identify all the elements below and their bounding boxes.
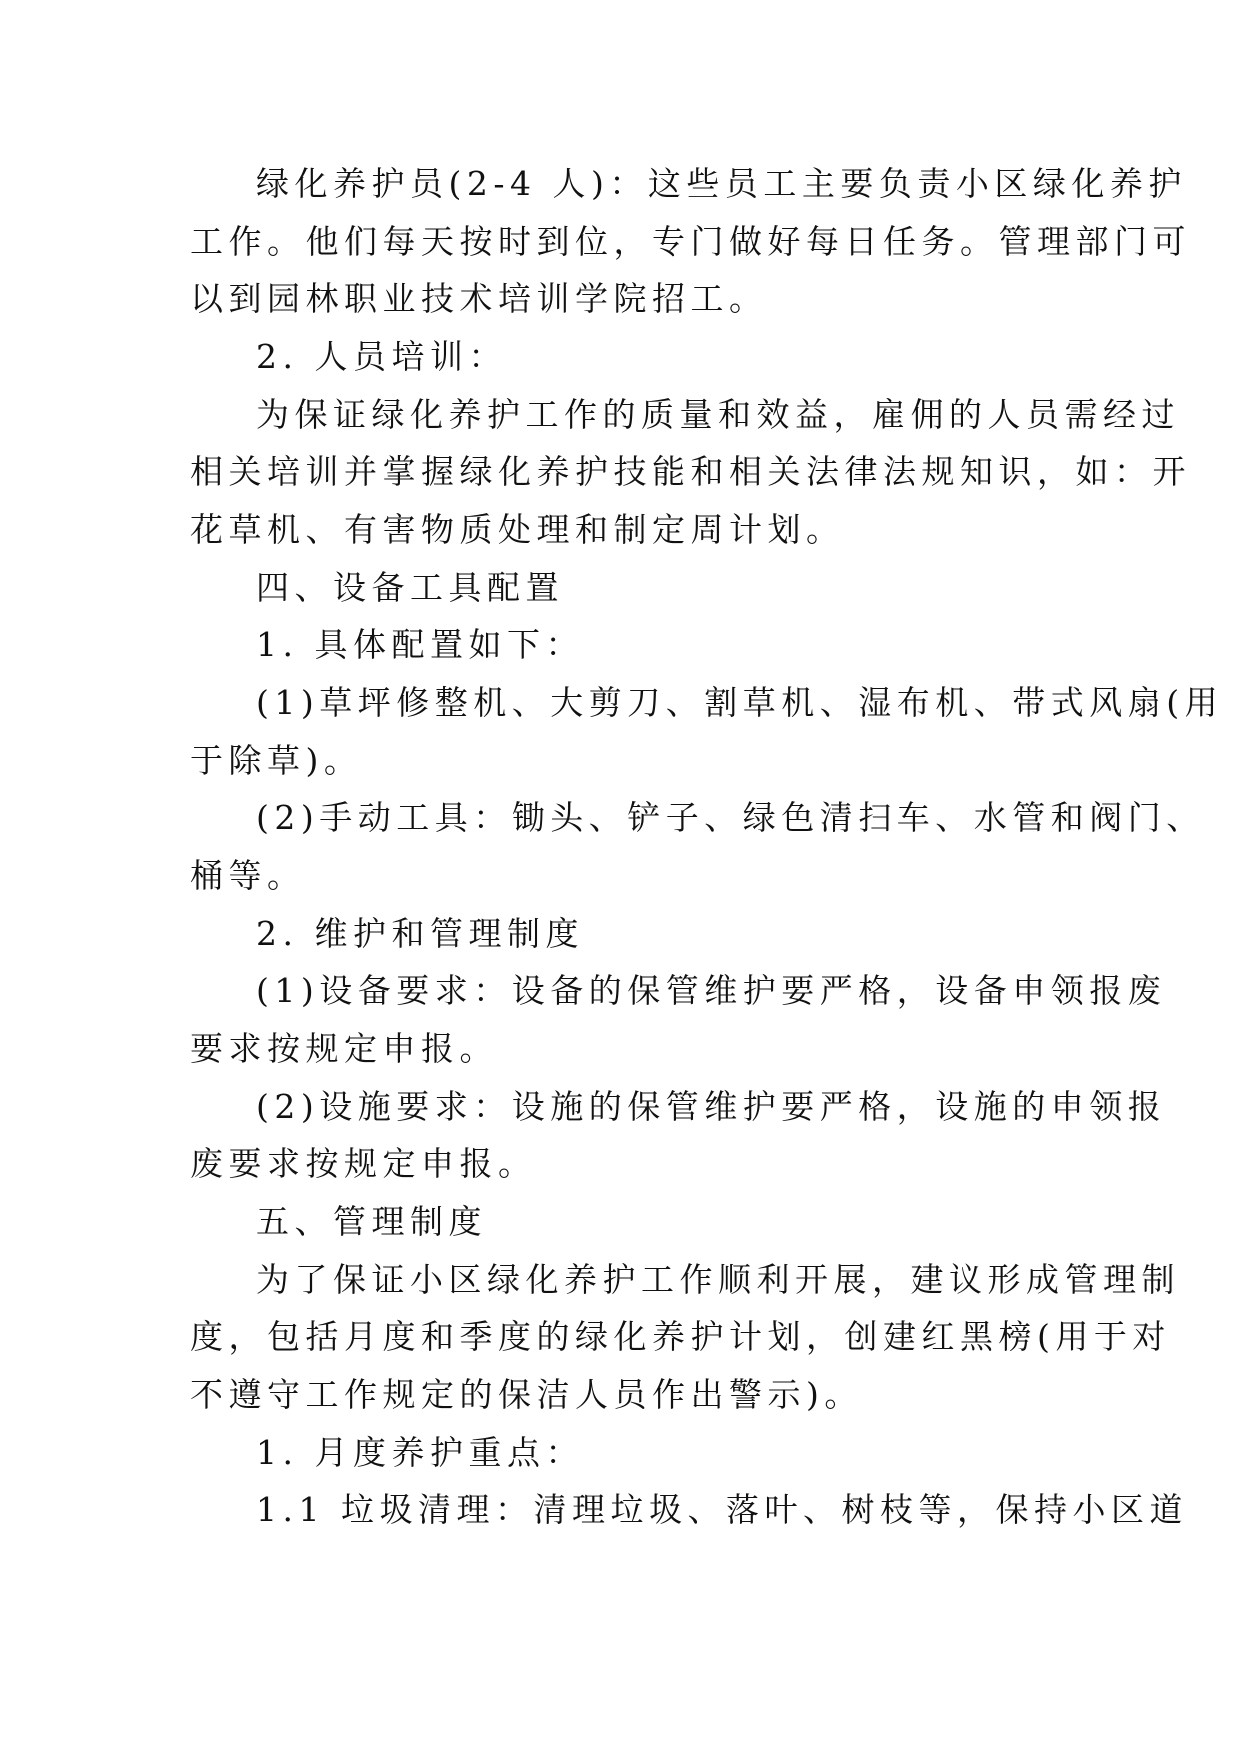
text-line: 以到园林职业技术培训学院招工。	[190, 279, 768, 318]
text-line: 为保证绿化养护工作的质量和效益，雇佣的人员需经过	[256, 395, 1180, 434]
text-line: 于除草)。	[190, 741, 363, 780]
text-line: 花草机、有害物质处理和制定周计划。	[190, 510, 845, 549]
text-line: 废要求按规定申报。	[190, 1144, 537, 1183]
section-heading: 1. 月度养护重点：	[256, 1433, 584, 1472]
text-line: 度，包括月度和季度的绿化养护计划，创建红黑榜(用于对	[190, 1317, 1171, 1356]
text-line: 相关培训并掌握绿化养护技能和相关法律法规知识，如：开	[190, 452, 1191, 491]
text-line: 为了保证小区绿化养护工作顺利开展，建议形成管理制	[256, 1260, 1180, 1299]
text-line: (1)草坪修整机、大剪刀、割草机、湿布机、带式风扇(用	[256, 683, 1224, 722]
text-line: 绿化养护员(2-4 人)：这些员工主要负责小区绿化养护	[256, 164, 1187, 203]
text-line: 桶等。	[190, 856, 306, 895]
text-line: 工作。他们每天按时到位，专门做好每日任务。管理部门可	[190, 222, 1191, 261]
text-line: 不遵守工作规定的保洁人员作出警示)。	[190, 1375, 863, 1414]
text-line: 要求按规定申报。	[190, 1029, 498, 1068]
section-heading: 2. 维护和管理制度	[256, 914, 584, 953]
text-line: (2)手动工具：锄头、铲子、绿色清扫车、水管和阀门、	[256, 798, 1205, 837]
text-line: (2)设施要求：设施的保管维护要严格，设施的申领报	[256, 1087, 1167, 1126]
text-line: (1)设备要求：设备的保管维护要严格，设备申领报废	[256, 971, 1167, 1010]
section-heading: 四、设备工具配置	[256, 568, 564, 607]
section-heading: 2. 人员培训：	[256, 337, 507, 376]
text-line: 1.1 垃圾清理：清理垃圾、落叶、树枝等，保持小区道	[256, 1490, 1188, 1529]
section-heading: 1. 具体配置如下：	[256, 625, 584, 664]
section-heading: 五、管理制度	[256, 1202, 487, 1241]
